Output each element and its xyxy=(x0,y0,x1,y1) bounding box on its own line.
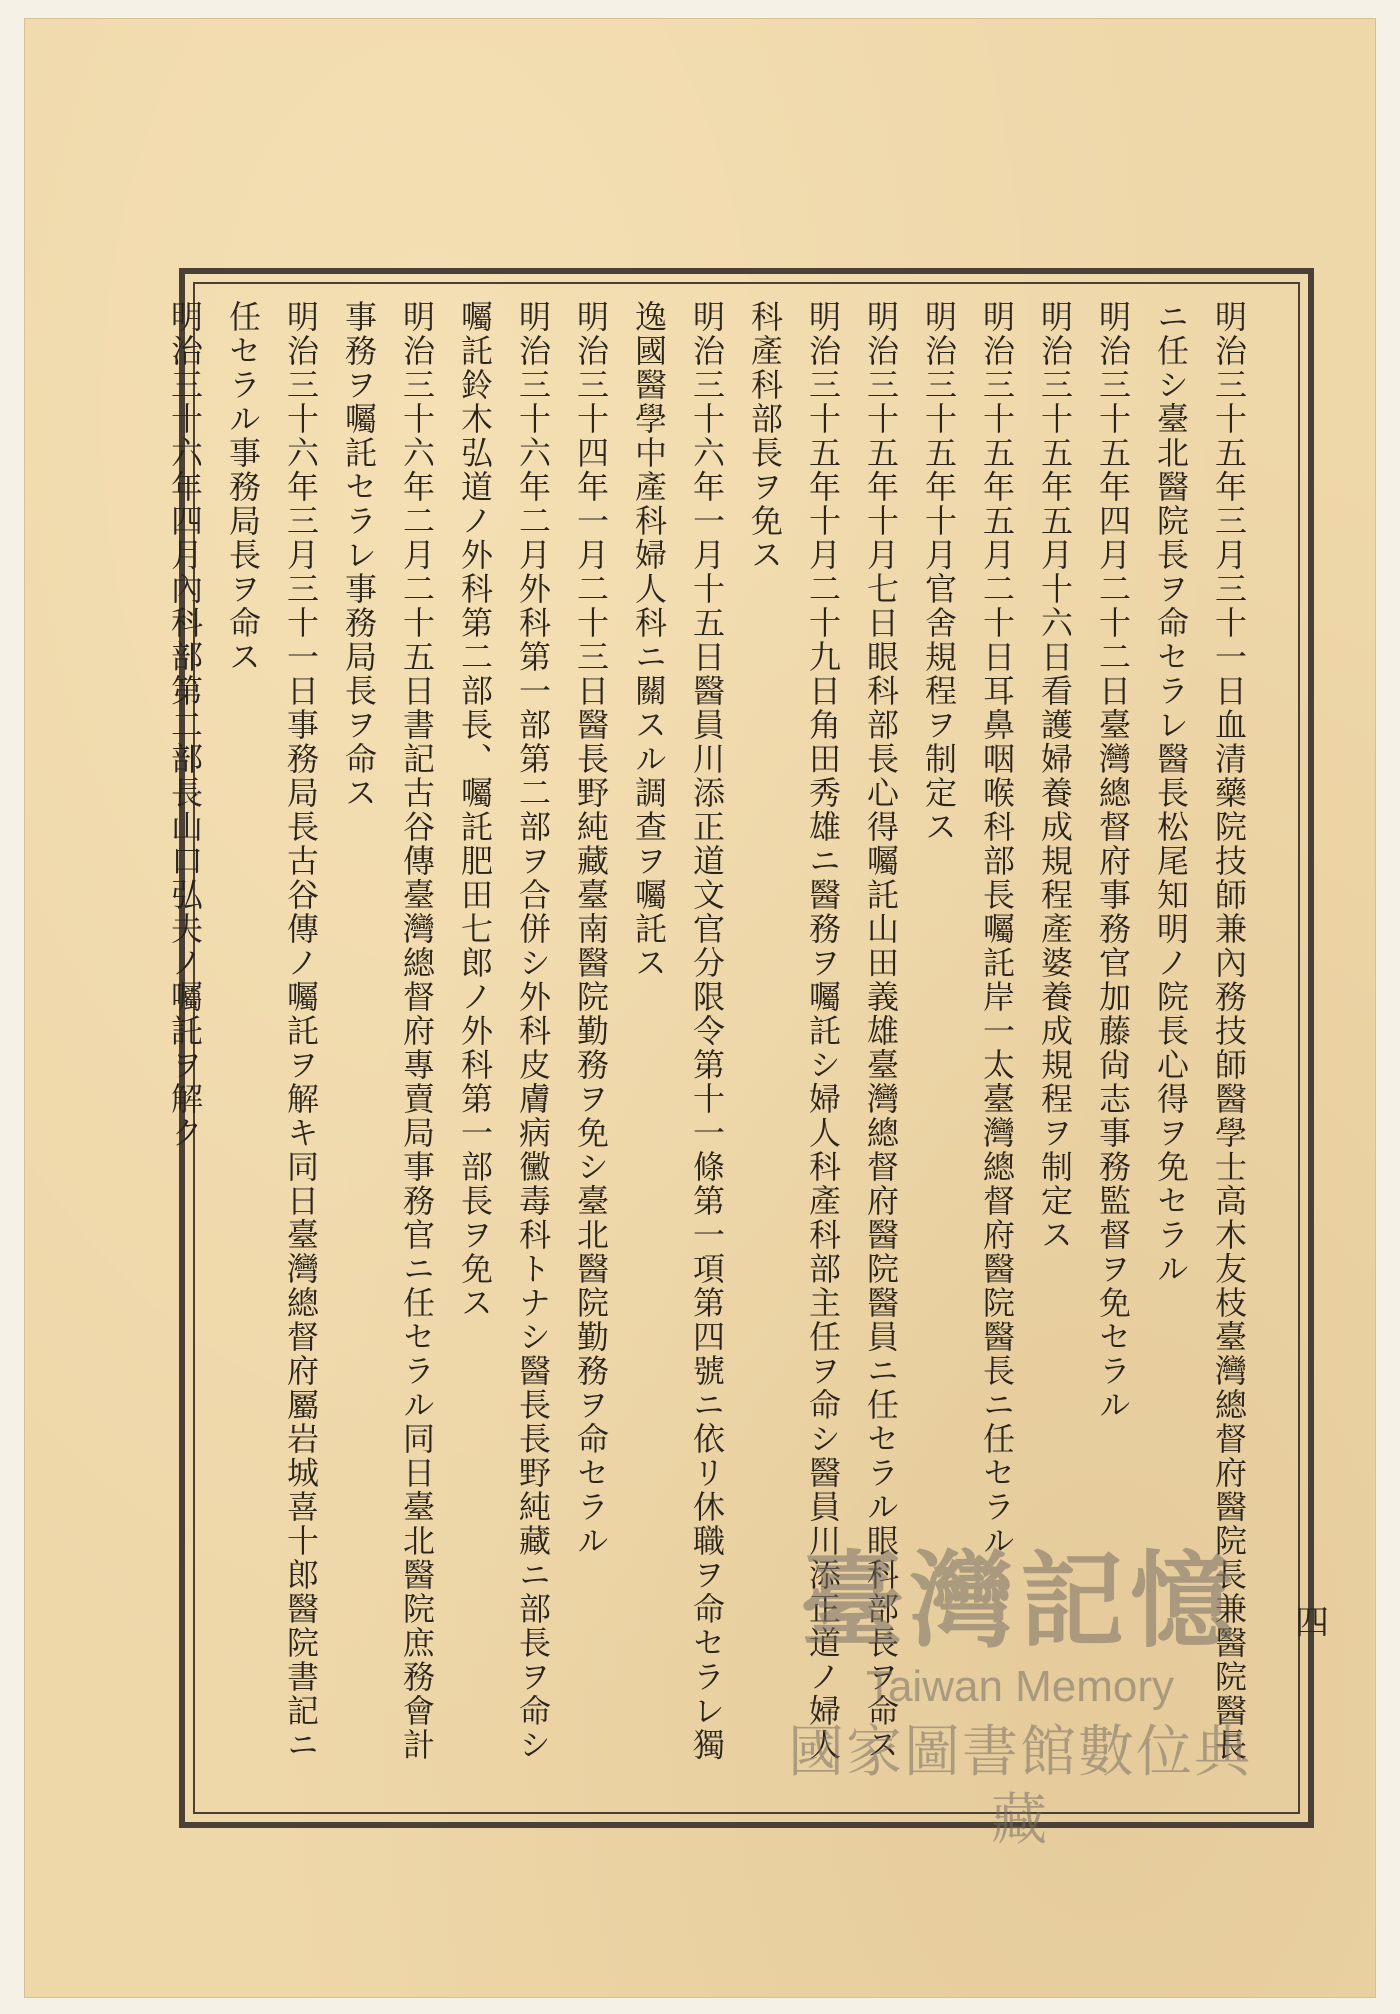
entry-3: 明治三十五年五月十六日看護婦養成規程產婆養成規程ヲ制定ス xyxy=(1036,300,1074,1252)
watermark-subtitle: Taiwan Memory xyxy=(865,1662,1175,1711)
watermark-title: 臺灣記憶 xyxy=(799,1539,1240,1662)
entry-12: 明治三十六年三月三十一日事務局長古谷傳ノ囑託ヲ解キ同日臺灣總督府屬岩城喜十郎醫院書記ニ任セラル事務局長ヲ命ス xyxy=(224,300,320,1762)
entry-11: 明治三十六年二月二十五日書記古谷傳臺灣總督府專賣局事務官ニ任セラル同日臺北醫院庶務會計事務ヲ囑託セラレ事務局長ヲ命ス xyxy=(340,300,436,1762)
entry-1: 明治三十五年三月三十一日血清藥院技師兼內務技師醫學士高木友枝臺灣總督府醫院長兼醫院醫長ニ任シ臺北醫院長ヲ命セラレ醫長松尾知明ノ院長心得ヲ免セラル xyxy=(1152,300,1248,1762)
entry-13: 明治三十六年四月內科部第二部長山口弘夫ノ囑託ヲ解ク xyxy=(166,300,204,1150)
watermark-logo xyxy=(770,1539,1270,1853)
entry-8: 明治三十六年一月十五日醫員川添正道文官分限令第十一條第一項第四號ニ依リ休職ヲ命セラレ獨逸國醫學中產科婦人科ニ關スル調查ヲ囑託ス xyxy=(630,300,726,1762)
entry-6: 明治三十五年十月七日眼科部長心得囑託山田義雄臺灣總督府醫院醫員ニ任セラル眼科部長ヲ命ス xyxy=(862,300,900,1762)
entry-9: 明治三十四年一月二十三日醫長野純藏臺南醫院勤務ヲ免シ臺北醫院勤務ヲ命セラル xyxy=(572,300,610,1558)
entry-5: 明治三十五年十月官舍規程ヲ制定ス xyxy=(920,300,958,844)
entry-2: 明治三十五年四月二十二日臺灣總督府事務官加藤尙志事務監督ヲ免セラル xyxy=(1094,300,1132,1422)
entry-10: 明治三十六年二月外科第一部第二部ヲ合併シ外科皮膚病黴毒科トナシ醫長長野純藏ニ部長ヲ命シ囑託鈴木弘道ノ外科第二部長、囑託肥田七郎ノ外科第一部長ヲ免ス xyxy=(456,300,552,1762)
entry-7: 明治三十五年十月二十九日角田秀雄ニ醫務ヲ囑託シ婦人科產科部主任ヲ命シ醫員川添正道ノ婦人科產科部長ヲ免ス xyxy=(746,300,842,1762)
entry-4: 明治三十五年五月二十日耳鼻咽喉科部長囑託岸一太臺灣總督府醫院醫長ニ任セラル xyxy=(978,300,1016,1558)
page-number: 四 xyxy=(1295,1603,1329,1643)
watermark-library: 國家圖書館數位典藏 xyxy=(788,1720,1252,1853)
